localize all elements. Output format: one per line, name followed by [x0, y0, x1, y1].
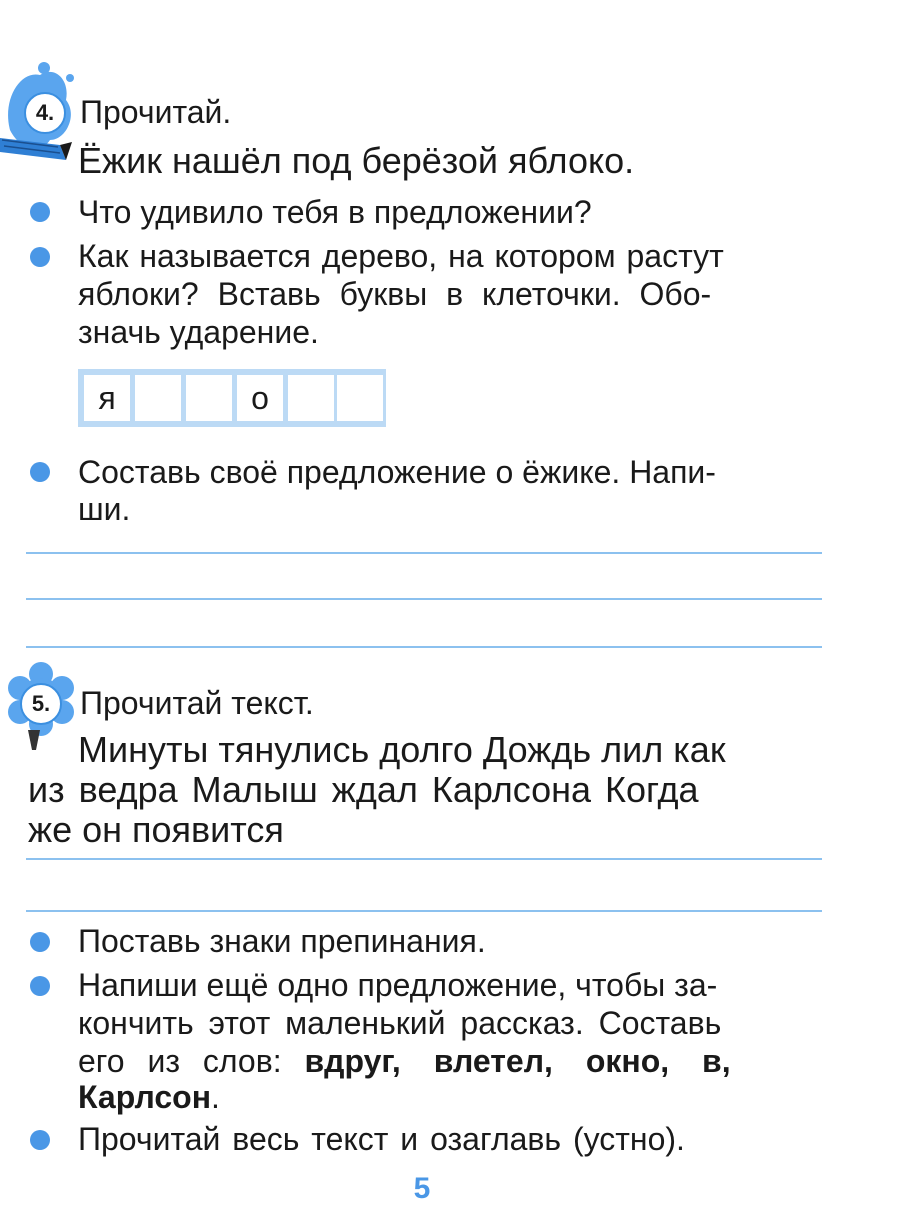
- letter-cell[interactable]: [337, 375, 383, 421]
- exercise-5-text-line-1: Минуты тянулись долго Дождь лил как: [78, 729, 726, 770]
- exercise-5-question-2-prefix: его из слов:: [78, 1043, 305, 1079]
- exercise-4-question-2-line-3: значь ударение.: [78, 314, 319, 350]
- exercise-5-text-line-2: из ведра Малыш ждал Карлсона Когда: [28, 769, 699, 810]
- exercise-4-question-2-line-2: яблоки? Вставь буквы в клеточки. Обо-: [78, 276, 712, 312]
- exercise-5-question-3: Прочитай весь текст и озаглавь (устно).: [78, 1121, 685, 1157]
- letter-cell[interactable]: [186, 375, 232, 421]
- page-number: 5: [413, 1172, 431, 1205]
- exercise-4-sentence: Ёжик нашёл под берёзой яблоко.: [78, 140, 635, 181]
- exercise-5-number: 5.: [20, 683, 62, 725]
- writing-line[interactable]: [26, 910, 822, 912]
- exercise-5-question-2-line-4: [78, 1078, 220, 1116]
- letter-cell[interactable]: о: [237, 375, 283, 421]
- bullet: [30, 247, 50, 267]
- letter-cell[interactable]: [288, 375, 334, 421]
- exercise-5-question-1: Поставь знаки препинания.: [78, 923, 486, 959]
- letter-cell[interactable]: я: [84, 375, 130, 421]
- exercise-4-number: 4.: [24, 92, 66, 134]
- bullet: [30, 932, 50, 952]
- bullet: [30, 202, 50, 222]
- exercise-5-word-karlson: Карлсон: [78, 1079, 212, 1115]
- exercise-4-title: Прочитай.: [80, 94, 232, 130]
- exercise-5-question-2-line-1: Напиши ещё одно предложение, чтобы за-: [78, 967, 718, 1003]
- bullet: [30, 1130, 50, 1150]
- letter-cell[interactable]: [135, 375, 181, 421]
- bullet: [30, 976, 50, 996]
- exercise-4-question-1: Что удивило тебя в предложении?: [78, 194, 592, 230]
- writing-line[interactable]: [26, 552, 822, 554]
- writing-line[interactable]: [26, 858, 822, 860]
- exercise-5-text-line-3: же он появится: [28, 809, 284, 850]
- exercise-4-question-2-line-1: Как называется дерево, на котором растут: [78, 238, 724, 274]
- period: .: [211, 1079, 220, 1115]
- exercise-4-question-3-line-2: ши.: [78, 491, 131, 527]
- exercise-5-question-2-line-3: [78, 1042, 731, 1080]
- writing-line[interactable]: [26, 598, 822, 600]
- exercise-5-word-list: вдруг, влетел, окно, в,: [304, 1043, 731, 1079]
- letter-cells: [78, 369, 386, 427]
- writing-line[interactable]: [26, 646, 822, 648]
- exercise-5-question-2-line-2: кончить этот маленький рассказ. Составь: [78, 1005, 722, 1041]
- exercise-5-title: Прочитай текст.: [80, 685, 314, 721]
- exercise-4-question-3-line-1: Составь своё предложение о ёжике. Напи-: [78, 454, 716, 490]
- bullet: [30, 462, 50, 482]
